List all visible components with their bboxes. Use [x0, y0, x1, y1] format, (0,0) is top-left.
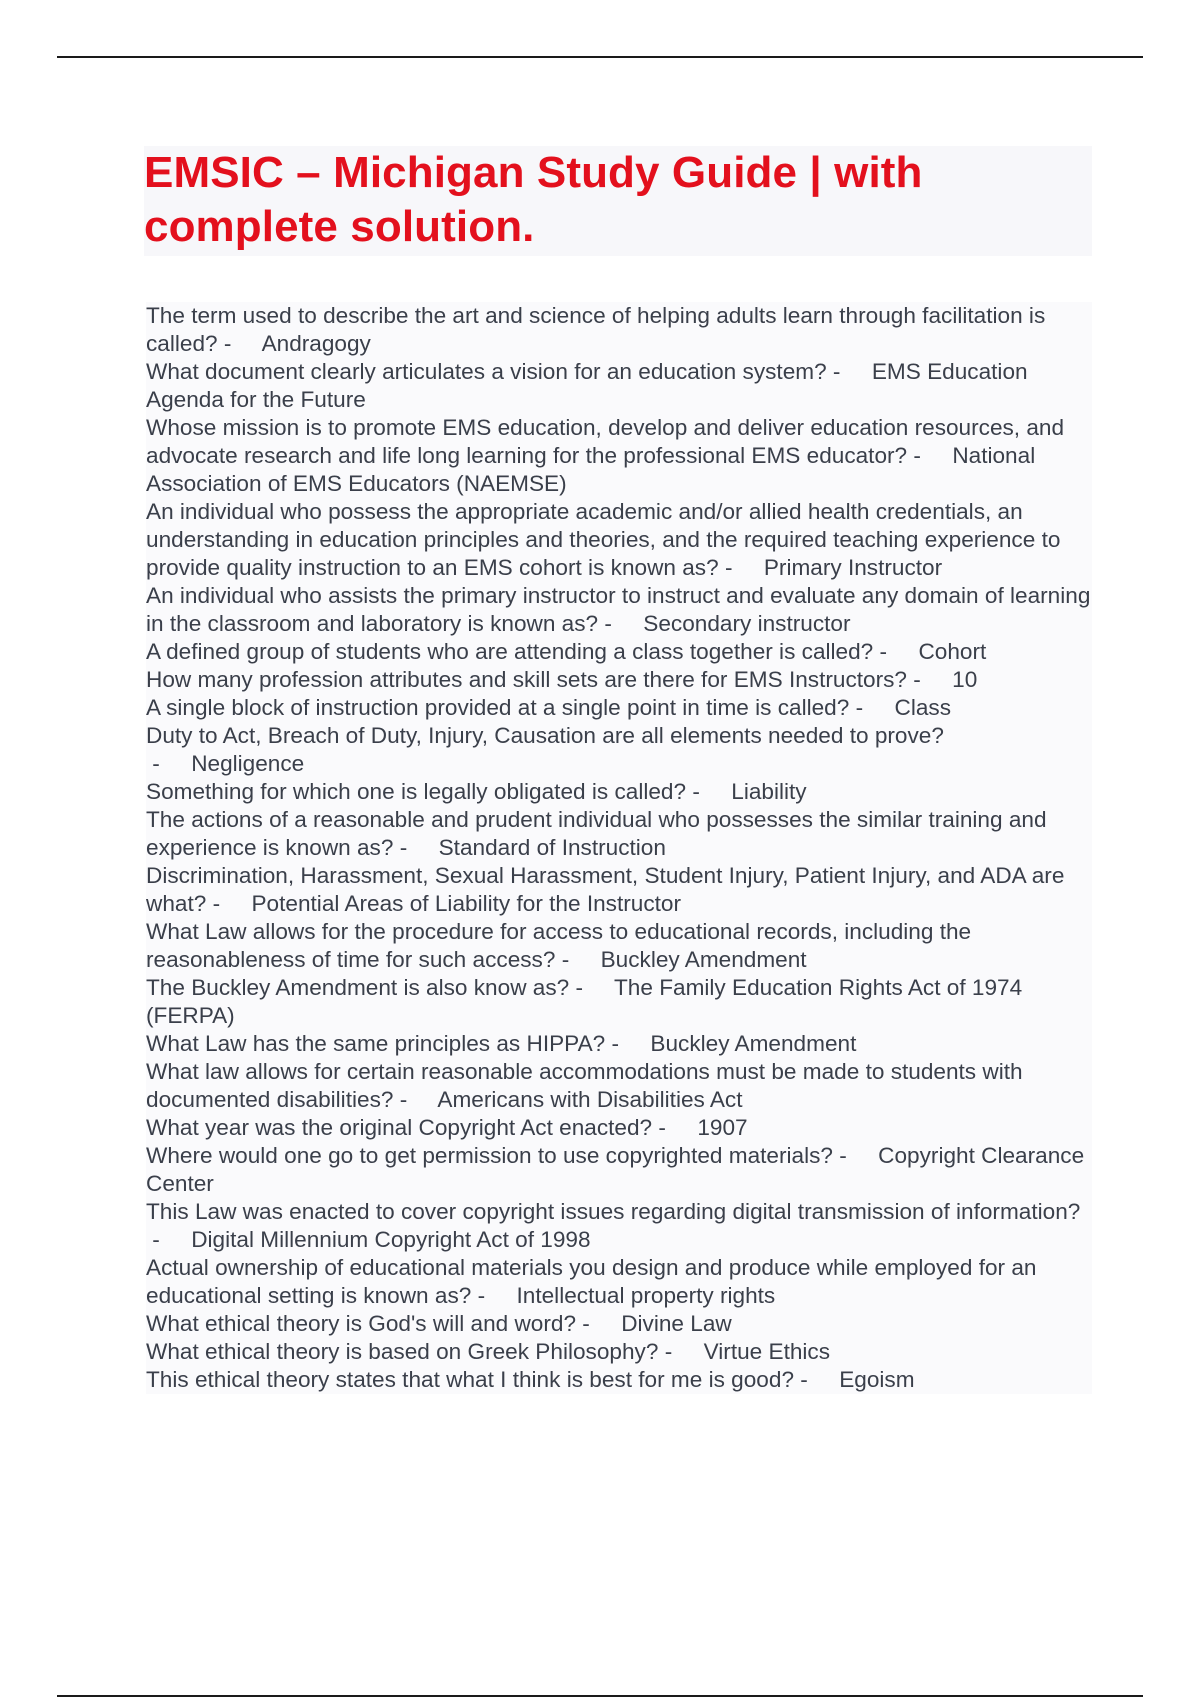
qa-item — [146, 1058, 1092, 1114]
question-text: Something for which one is legally obligated is called? — [146, 779, 687, 804]
question-text: The actions of a reasonable and prudent individual who possesses the similar training and experience is known as? — [146, 807, 1047, 860]
title-box — [144, 146, 1092, 256]
question-text: Where would one go to get permission to use copyrighted materials? — [146, 1143, 833, 1168]
answer-text: Potential Areas of Liability for the Instructor — [251, 891, 681, 916]
answer-text: Negligence — [191, 751, 305, 776]
answer-text: 10 — [952, 667, 978, 692]
qa-item — [146, 974, 1092, 1030]
separator: - — [471, 1283, 517, 1308]
answer-text: 1907 — [697, 1115, 748, 1140]
qa-item — [146, 778, 1092, 806]
qa-item — [146, 806, 1092, 862]
separator: - — [826, 359, 872, 384]
qa-item — [146, 1114, 1092, 1142]
answer-text: Primary Instructor — [763, 555, 943, 580]
answer-text: Virtue Ethics — [703, 1339, 831, 1364]
separator: - — [658, 1339, 704, 1364]
qa-item — [146, 1198, 1092, 1254]
answer-text: Liability — [731, 779, 807, 804]
qa-item — [146, 1030, 1092, 1058]
separator: - — [393, 835, 439, 860]
separator: - — [605, 1031, 651, 1056]
qa-item — [146, 1142, 1092, 1198]
qa-item — [146, 302, 1092, 358]
qa-item — [146, 1254, 1092, 1310]
question-text: Duty to Act, Breach of Duty, Injury, Causation are all elements needed to prove? — [146, 723, 944, 748]
qa-item — [146, 414, 1092, 498]
question-text: What ethical theory is based on Greek Philosophy? — [146, 1339, 659, 1364]
qa-item — [146, 358, 1092, 414]
top-rule — [57, 56, 1143, 58]
separator: - — [206, 891, 252, 916]
answer-text: Standard of Instruction — [438, 835, 666, 860]
separator: - — [569, 975, 614, 1000]
separator: - — [906, 667, 953, 692]
question-text: What Law has the same principles as HIPPA? — [146, 1031, 606, 1056]
question-text: This ethical theory states that what I think is best for me is good? — [146, 1367, 795, 1392]
qa-item — [146, 1366, 1092, 1394]
qa-item — [146, 666, 1092, 694]
separator: - — [718, 555, 764, 580]
question-text: Actual ownership of educational materials you design and produce while employed for an educational setting is known as? — [146, 1255, 1037, 1308]
separator: - — [794, 1367, 840, 1392]
answer-text: Copyright Clearance Center — [146, 1143, 1085, 1196]
qa-item — [146, 498, 1092, 582]
qa-list — [146, 302, 1092, 1394]
answer-text: Secondary instructor — [643, 611, 851, 636]
answer-text: Intellectual property rights — [516, 1283, 776, 1308]
separator: - — [576, 1311, 622, 1336]
qa-item — [146, 638, 1092, 666]
separator: - — [217, 331, 262, 356]
answer-text: Egoism — [839, 1367, 915, 1392]
answer-text: Americans with Disabilities Act — [437, 1087, 743, 1112]
question-text: What year was the original Copyright Act enacted? — [146, 1115, 653, 1140]
answer-text: Divine Law — [621, 1311, 732, 1336]
answer-text: The Family Education Rights Act of 1974 (FERPA) — [146, 975, 1023, 1028]
answer-text: National Association of EMS Educators (NAEMSE) — [146, 443, 1036, 496]
answer-text: Andragogy — [261, 331, 371, 356]
question-text: This Law was enacted to cover copyright issues regarding digital transmission of information? — [146, 1199, 1081, 1224]
qa-item — [146, 582, 1092, 638]
separator: - — [146, 751, 192, 776]
bottom-rule — [57, 1695, 1143, 1697]
question-text: How many profession attributes and skill sets are there for EMS Instructors? — [146, 667, 907, 692]
qa-item — [146, 1310, 1092, 1338]
answer-text: EMS Education Agenda for the Future — [146, 359, 1028, 412]
qa-item — [146, 694, 1092, 722]
question-text: A single block of instruction provided at a single point in time is called? — [146, 695, 850, 720]
separator: - — [686, 779, 732, 804]
answer-text: Digital Millennium Copyright Act of 1998 — [191, 1227, 591, 1252]
question-text: What ethical theory is God's will and word? — [146, 1311, 577, 1336]
question-text: An individual who assists the primary instructor to instruct and evaluate any domain of learning in the classroom and laboratory is known as? — [146, 583, 1091, 636]
separator: - — [146, 1227, 192, 1252]
qa-item — [146, 1338, 1092, 1366]
answer-text: Buckley Amendment — [600, 947, 807, 972]
question-text: Discrimination, Harassment, Sexual Harassment, Student Injury, Patient Injury, and ADA are what? — [146, 863, 1065, 916]
question-text: What document clearly articulates a vision for an education system? — [146, 359, 827, 384]
separator: - — [832, 1143, 879, 1168]
separator: - — [393, 1087, 438, 1112]
answer-text: Buckley Amendment — [650, 1031, 857, 1056]
question-text: The Buckley Amendment is also know as? — [146, 975, 570, 1000]
question-text: The term used to describe the art and science of helping adults learn through facilitation is called? — [146, 303, 1046, 356]
separator: - — [598, 611, 644, 636]
separator: - — [849, 695, 895, 720]
question-text: What Law allows for the procedure for access to educational records, including the reasonableness of time for such access? — [146, 919, 972, 972]
separator: - — [907, 443, 953, 468]
page-title: EMSIC – Michigan Study Guide | with complete solution. — [144, 148, 923, 251]
separator: - — [873, 639, 919, 664]
question-text: A defined group of students who are attending a class together is called? — [146, 639, 874, 664]
answer-text: Class — [894, 695, 951, 720]
question-text: An individual who possess the appropriate academic and/or allied health credentials, an understanding in education principles and theories, and the required teaching experience to provide quality instruction to an EMS cohort is known as? — [146, 499, 1061, 580]
qa-item — [146, 722, 1092, 778]
qa-item — [146, 918, 1092, 974]
separator: - — [555, 947, 601, 972]
question-text: Whose mission is to promote EMS education, develop and deliver education resources, and advocate research and life long learning for the professional EMS educator? — [146, 415, 1065, 468]
answer-text: Cohort — [918, 639, 987, 664]
question-text: What law allows for certain reasonable accommodations must be made to students with documented disabilities? — [146, 1059, 1023, 1112]
qa-item — [146, 862, 1092, 918]
separator: - — [652, 1115, 698, 1140]
